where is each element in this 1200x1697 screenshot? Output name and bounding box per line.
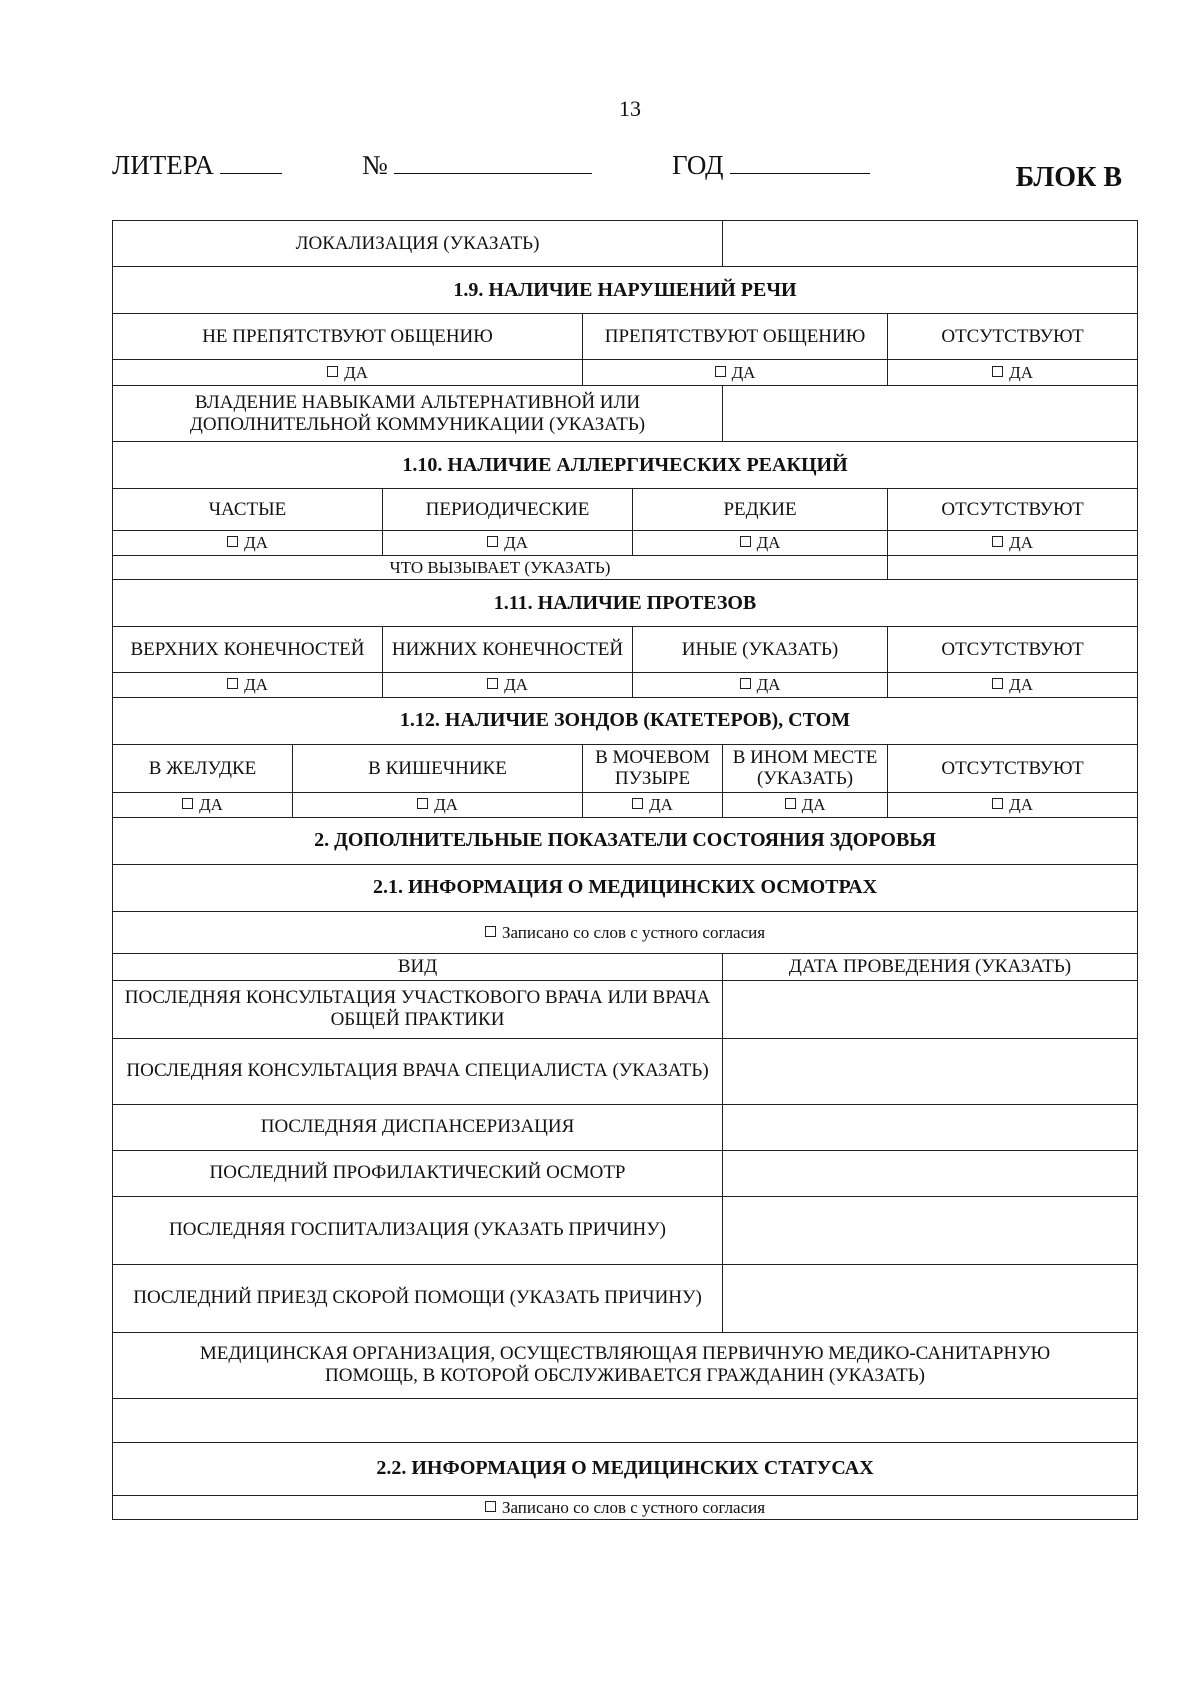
localization-label: ЛОКАЛИЗАЦИЯ (УКАЗАТЬ) (113, 221, 723, 267)
allergy-frequent-yes[interactable]: ДА (113, 531, 383, 556)
checkbox-icon[interactable] (182, 798, 193, 809)
medical-form-table (112, 220, 1138, 1520)
consent-checkbox-2-2[interactable]: Записано со слов с устного согласия (113, 1495, 1138, 1520)
prosthesis-upper-label: ВЕРХНИХ КОНЕЧНОСТЕЙ (113, 627, 383, 673)
allergy-rare-yes[interactable]: ДА (633, 531, 888, 556)
speech-absent-yes[interactable]: ДА (888, 360, 1138, 386)
speech-not-hinder-yes[interactable]: ДА (113, 360, 583, 386)
prosthesis-lower-yes[interactable]: ДА (383, 673, 633, 698)
alt-communication-label: ВЛАДЕНИЕ НАВЫКАМИ АЛЬТЕРНАТИВНОЙ ИЛИ ДОПОЛНИТЕЛЬНОЙ КОММУНИКАЦИИ (УКАЗАТЬ) (113, 386, 723, 442)
exam-row-label: ПОСЛЕДНЯЯ ДИСПАНСЕРИЗАЦИЯ (113, 1104, 723, 1150)
probe-other-label: В ИНОМ МЕСТЕ (УКАЗАТЬ) (723, 744, 888, 793)
consent-checkbox-2-1[interactable]: Записано со слов с устного согласия (113, 911, 1138, 953)
primary-care-organization-label: МЕДИЦИНСКАЯ ОРГАНИЗАЦИЯ, ОСУЩЕСТВЛЯЮЩАЯ ПЕРВИЧНУЮ МЕДИКО-САНИТАРНУЮ ПОМОЩЬ, В КОТОРОЙ ОБСЛУЖИВАЕТСЯ ГРАЖДАНИН (УКАЗАТЬ) (113, 1332, 1138, 1398)
localization-input[interactable] (723, 221, 1138, 267)
year-label: ГОД (672, 150, 724, 180)
alt-communication-input[interactable] (723, 386, 1138, 442)
prosthesis-absent-yes[interactable]: ДА (888, 673, 1138, 698)
checkbox-icon[interactable] (740, 536, 751, 547)
exam-row-label: ПОСЛЕДНИЙ ПРОФИЛАКТИЧЕСКИЙ ОСМОТР (113, 1150, 723, 1196)
checkbox-icon[interactable] (487, 678, 498, 689)
checkbox-icon[interactable] (487, 536, 498, 547)
speech-absent-label: ОТСУТСТВУЮТ (888, 314, 1138, 360)
litera-input-line[interactable] (220, 151, 282, 174)
section-1-12-title: 1.12. НАЛИЧИЕ ЗОНДОВ (КАТЕТЕРОВ), СТОМ (113, 697, 1138, 744)
section-1-11-title: 1.11. НАЛИЧИЕ ПРОТЕЗОВ (113, 580, 1138, 627)
litera-field (112, 150, 282, 181)
checkbox-icon[interactable] (740, 678, 751, 689)
year-input-line[interactable] (730, 151, 870, 174)
exam-row-date-input[interactable] (723, 1196, 1138, 1264)
allergy-cause-input[interactable] (888, 555, 1138, 580)
section-1-9-title: 1.9. НАЛИЧИЕ НАРУШЕНИЙ РЕЧИ (113, 267, 1138, 314)
form-header (112, 150, 1122, 194)
probe-intestine-yes[interactable]: ДА (293, 793, 583, 818)
page-number: 13 (619, 96, 641, 121)
exam-date-header: ДАТА ПРОВЕДЕНИЯ (УКАЗАТЬ) (723, 953, 1138, 980)
checkbox-icon[interactable] (992, 678, 1003, 689)
checkbox-icon[interactable] (327, 366, 338, 377)
allergy-periodic-label: ПЕРИОДИЧЕСКИЕ (383, 489, 633, 531)
speech-hinder-yes[interactable]: ДА (583, 360, 888, 386)
checkbox-icon[interactable] (785, 798, 796, 809)
checkbox-icon[interactable] (992, 798, 1003, 809)
exam-row-label: ПОСЛЕДНЯЯ КОНСУЛЬТАЦИЯ УЧАСТКОВОГО ВРАЧА ИЛИ ВРАЧА ОБЩЕЙ ПРАКТИКИ (113, 980, 723, 1038)
exam-row-label: ПОСЛЕДНЯЯ ГОСПИТАЛИЗАЦИЯ (УКАЗАТЬ ПРИЧИНУ) (113, 1196, 723, 1264)
checkbox-icon[interactable] (715, 366, 726, 377)
exam-row-date-input[interactable] (723, 1038, 1138, 1104)
section-2-title: 2. ДОПОЛНИТЕЛЬНЫЕ ПОКАЗАТЕЛИ СОСТОЯНИЯ ЗДОРОВЬЯ (113, 817, 1138, 864)
allergy-absent-yes[interactable]: ДА (888, 531, 1138, 556)
checkbox-icon[interactable] (485, 1501, 496, 1512)
section-1-10-title: 1.10. НАЛИЧИЕ АЛЛЕРГИЧЕСКИХ РЕАКЦИЙ (113, 442, 1138, 489)
prosthesis-upper-yes[interactable]: ДА (113, 673, 383, 698)
litera-label: ЛИТЕРА (112, 150, 214, 180)
allergy-frequent-label: ЧАСТЫЕ (113, 489, 383, 531)
checkbox-icon[interactable] (632, 798, 643, 809)
prosthesis-lower-label: НИЖНИХ КОНЕЧНОСТЕЙ (383, 627, 633, 673)
checkbox-icon[interactable] (227, 536, 238, 547)
section-2-2-title: 2.2. ИНФОРМАЦИЯ О МЕДИЦИНСКИХ СТАТУСАХ (113, 1442, 1138, 1495)
allergy-periodic-yes[interactable]: ДА (383, 531, 633, 556)
exam-row-date-input[interactable] (723, 1150, 1138, 1196)
checkbox-icon[interactable] (417, 798, 428, 809)
probe-bladder-yes[interactable]: ДА (583, 793, 723, 818)
number-label: № (362, 150, 388, 180)
checkbox-icon[interactable] (992, 536, 1003, 547)
checkbox-icon[interactable] (227, 678, 238, 689)
prosthesis-other-yes[interactable]: ДА (633, 673, 888, 698)
prosthesis-absent-label: ОТСУТСТВУЮТ (888, 627, 1138, 673)
exam-row-date-input[interactable] (723, 980, 1138, 1038)
probe-intestine-label: В КИШЕЧНИКЕ (293, 744, 583, 793)
exam-row-label: ПОСЛЕДНЯЯ КОНСУЛЬТАЦИЯ ВРАЧА СПЕЦИАЛИСТА (УКАЗАТЬ) (113, 1038, 723, 1104)
primary-care-organization-input[interactable] (113, 1398, 1138, 1442)
checkbox-icon[interactable] (992, 366, 1003, 377)
speech-not-hinder-label: НЕ ПРЕПЯТСТВУЮТ ОБЩЕНИЮ (113, 314, 583, 360)
exam-type-header: ВИД (113, 953, 723, 980)
allergy-absent-label: ОТСУТСТВУЮТ (888, 489, 1138, 531)
number-field (362, 150, 592, 181)
prosthesis-other-label: ИНЫЕ (УКАЗАТЬ) (633, 627, 888, 673)
checkbox-icon[interactable] (485, 926, 496, 937)
probe-stomach-yes[interactable]: ДА (113, 793, 293, 818)
speech-hinder-label: ПРЕПЯТСТВУЮТ ОБЩЕНИЮ (583, 314, 888, 360)
probe-absent-yes[interactable]: ДА (888, 793, 1138, 818)
allergy-rare-label: РЕДКИЕ (633, 489, 888, 531)
exam-row-date-input[interactable] (723, 1264, 1138, 1332)
block-label: БЛОК В (1015, 162, 1122, 193)
probe-other-yes[interactable]: ДА (723, 793, 888, 818)
year-field (672, 150, 870, 181)
exam-row-label: ПОСЛЕДНИЙ ПРИЕЗД СКОРОЙ ПОМОЩИ (УКАЗАТЬ ПРИЧИНУ) (113, 1264, 723, 1332)
allergy-cause-label: ЧТО ВЫЗЫВАЕТ (УКАЗАТЬ) (113, 555, 888, 580)
probe-bladder-label: В МОЧЕВОМ ПУЗЫРЕ (583, 744, 723, 793)
probe-stomach-label: В ЖЕЛУДКЕ (113, 744, 293, 793)
section-2-1-title: 2.1. ИНФОРМАЦИЯ О МЕДИЦИНСКИХ ОСМОТРАХ (113, 864, 1138, 911)
exam-row-date-input[interactable] (723, 1104, 1138, 1150)
probe-absent-label: ОТСУТСТВУЮТ (888, 744, 1138, 793)
number-input-line[interactable] (394, 151, 592, 174)
